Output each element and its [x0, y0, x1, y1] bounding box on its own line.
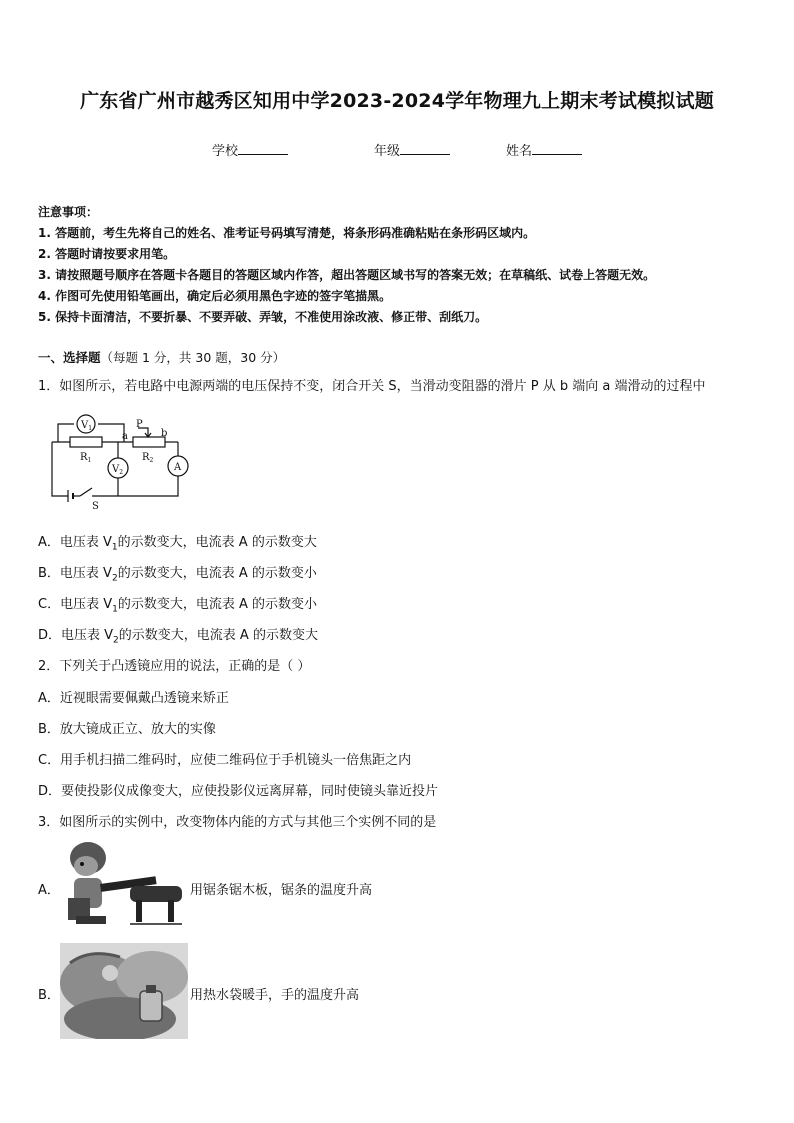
name-blank[interactable]	[532, 142, 582, 155]
grade-label: 年级	[374, 144, 401, 159]
sawing-wood-illustration	[60, 838, 188, 932]
q1-stem: 1．如图所示，若电路中电源两端的电压保持不变，闭合开关 S，当滑动变阻器的滑片 P 从 b 端向 a 端滑动的过程中	[38, 379, 706, 394]
switch-s-label: S	[92, 501, 99, 512]
q2-option-a[interactable]: A．近视眼需要佩戴凸透镜来矫正	[38, 691, 229, 706]
q3-option-b-text[interactable]: 用热水袋暖手，手的温度升高	[190, 988, 360, 1003]
name-label: 姓名	[506, 144, 533, 159]
note-item: 1. 答题前，考生先将自己的姓名、准考证号码填写清楚，将条形码准确粘贴在条形码区域内。	[38, 226, 536, 240]
node-a-label: a	[122, 431, 128, 442]
q1-option-c[interactable]: C．电压表 $V_1$的示数变大，电流表 A 的示数变小	[38, 597, 318, 615]
v2-label: $V_2$	[112, 464, 124, 476]
q3-option-a-text[interactable]: 用锯条锯木板，锯条的温度升高	[190, 883, 373, 898]
q2-option-b[interactable]: B．放大镜成正立、放大的实像	[38, 722, 216, 737]
q2-option-d[interactable]: D．要使投影仪成像变大，应使投影仪远离屏幕，同时使镜头靠近投片	[38, 784, 439, 799]
note-item: 4. 作图可先使用铅笔画出，确定后必须用黑色字迹的签字笔描黑。	[38, 289, 392, 303]
grade-field[interactable]	[374, 140, 450, 159]
r2-label: $R_2$	[142, 452, 154, 464]
v1-label: $V_1$	[81, 420, 93, 432]
circuit-wire	[52, 442, 68, 496]
q1-option-a[interactable]: A．电压表 $V_1$的示数变大，电流表 A 的示数变大	[38, 535, 317, 553]
school-label: 学校	[212, 144, 239, 159]
school-blank[interactable]	[238, 142, 288, 155]
q1-option-b[interactable]: B．电压表 $V_2$的示数变大，电流表 A 的示数变小	[38, 566, 317, 584]
q2-stem: 2．下列关于凸透镜应用的说法，正确的是（ ）	[38, 659, 311, 674]
circuit-diagram	[40, 412, 190, 512]
note-item: 3. 请按照题号顺序在答题卡各题目的答题区域内作答，超出答题区域书写的答案无效；在草稿纸、试卷上答题无效。	[38, 268, 656, 282]
q2-option-c[interactable]: C．用手机扫描二维码时，应使二维码位于手机镜头一倍焦距之内	[38, 753, 412, 768]
q3-option-b-label[interactable]: B．	[38, 988, 60, 1003]
page-title: 广东省广州市越秀区知用中学2023-2024学年物理九上期末考试模拟试题	[80, 90, 714, 112]
q3-stem: 3．如图所示的实例中，改变物体内能的方式与其他三个实例不同的是	[38, 815, 437, 830]
circuit-wire	[92, 476, 178, 496]
name-field[interactable]	[506, 140, 582, 159]
node-b-label: b	[161, 428, 168, 439]
note-item: 5. 保持卡面清洁，不要折暴、不要弄破、弄皱，不准使用涂改液、修正带、刮纸刀。	[38, 310, 488, 324]
notes-heading: 注意事项：	[38, 205, 99, 219]
notes-block	[38, 202, 655, 328]
switch-s	[80, 488, 92, 496]
section-detail: （每题 1 分，共 30 题，30 分）	[100, 350, 286, 365]
note-item: 2. 答题时请按要求用笔。	[38, 247, 176, 261]
section-label: 一、选择题	[38, 350, 101, 365]
grade-blank[interactable]	[400, 142, 450, 155]
circuit-wire	[58, 424, 74, 442]
hot-water-bag-illustration	[60, 943, 188, 1039]
q1-option-d[interactable]: D．电压表 $V_2$的示数变大，电流表 A 的示数变大	[38, 628, 318, 646]
r1-label: $R_1$	[80, 452, 92, 464]
q3-option-a-label[interactable]: A．	[38, 883, 60, 898]
school-field[interactable]	[212, 140, 288, 159]
slider-p-label: P	[136, 419, 143, 430]
ammeter-label: A	[174, 462, 182, 473]
resistor-r1	[70, 437, 102, 447]
student-info-row	[0, 140, 794, 160]
section-heading	[38, 348, 285, 366]
